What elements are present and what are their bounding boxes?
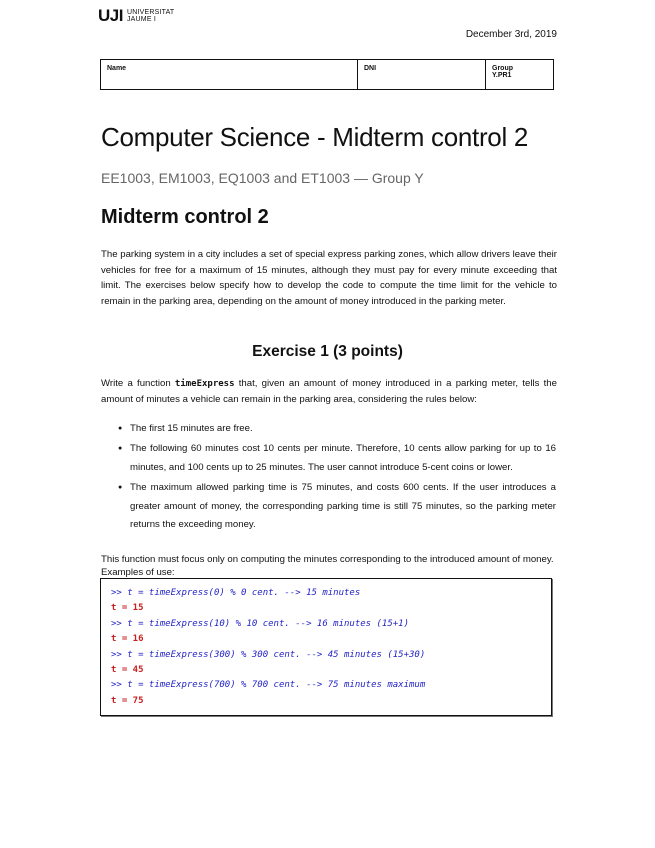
name-field[interactable] [101, 60, 358, 89]
rule-item: ● The first 15 minutes are free. [118, 421, 556, 436]
code-result-line: t = 15 [111, 603, 144, 614]
group-field [486, 60, 553, 89]
statement-before: Write a function [101, 378, 175, 389]
function-name: timeExpress [174, 379, 235, 389]
exercise-heading: Exercise 1 (3 points) [252, 343, 403, 360]
code-command-line: >> t = timeExpress(0) % 0 cent. --> 15 minutes [111, 588, 361, 598]
rules-list [118, 421, 556, 535]
rule-item: ● The following 60 minutes cost 10 cents per minute. Therefore, 10 cents allow parking for up to 16 minutes, and 100 cents up to 25 minutes. The user cannot introduce 5-cent coins or lower. [118, 440, 556, 477]
dni-field[interactable] [358, 60, 486, 89]
student-id-box [100, 59, 554, 90]
code-command-line: >> t = timeExpress(10) % 10 cent. --> 16 minutes (15+1) [111, 618, 410, 629]
logo-mark: UJI [98, 6, 123, 25]
code-example-box [100, 578, 552, 716]
statement-after: that, given an amount of money introduced in a parking meter, tells the amount of minutes a vehicle can remain in the parking area, considering the rules below: [101, 378, 557, 405]
university-logo [98, 7, 174, 24]
dni-label: DNI [364, 65, 377, 72]
code-result-line: t = 45 [111, 664, 144, 675]
intro-paragraph: The parking system in a city includes a set of special express parking zones, which allow drivers leave their vehicles for free for a maximum of 15 minutes, although they must pay for every minute exceeding that limit. The exercises below specify how to develop the code to compute the time limit for the vehicle to remain in the parking area, depending on the amount of money introduced in the parking meter. [101, 249, 557, 307]
rule-item: ● The maximum allowed parking time is 75 minutes, and costs 600 cents. If the user introduces a greater amount of money, the corresponding parking time is still 75 minutes, so the parking meter returns the exceeding money. [118, 479, 556, 535]
section-heading: Midterm control 2 [101, 206, 269, 228]
examples-intro: This function must focus only on computing the minutes corresponding to the introduced amount of money. Examples of use: [101, 554, 554, 578]
code-command-line: >> t = timeExpress(300) % 300 cent. --> 45 minutes (15+30) [111, 649, 426, 660]
code-command-line: >> t = timeExpress(700) % 700 cent. --> 75 minutes maximum [111, 680, 426, 691]
page-title: Computer Science - Midterm control 2 [101, 122, 529, 152]
logo-line-1: UNIVERSITAT [126, 8, 175, 16]
group-value: Y.PR1 [492, 72, 512, 79]
name-label: Name [107, 65, 127, 72]
code-result-line: t = 75 [111, 695, 144, 706]
exercise-statement [101, 376, 557, 407]
logo-text [127, 9, 174, 23]
exam-date: December 3rd, 2019 [465, 29, 557, 40]
group-label: Group [492, 65, 513, 72]
code-result-line: t = 16 [111, 634, 144, 645]
page-subtitle: EE1003, EM1003, EQ1003 and ET1003 — Group Y [101, 170, 424, 186]
logo-line-2: JAUME I [126, 15, 156, 23]
